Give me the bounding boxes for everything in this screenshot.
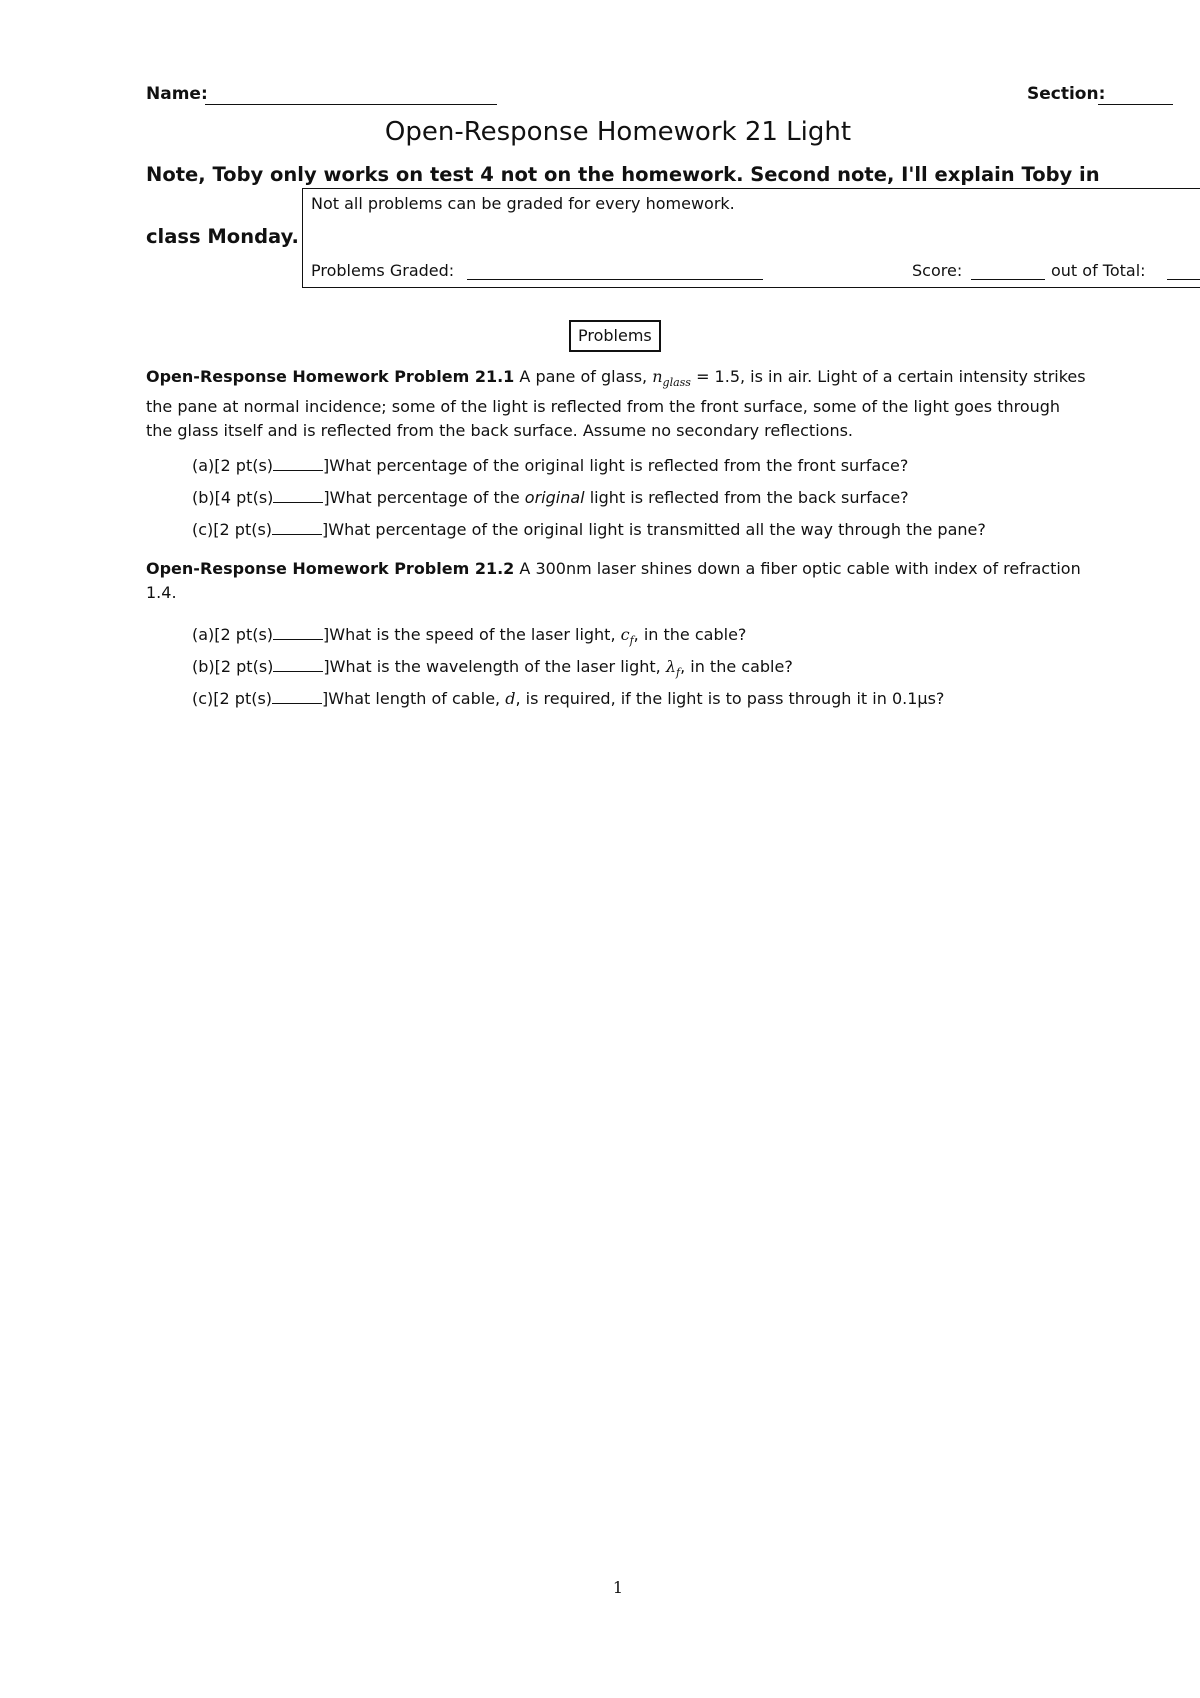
problem-21-1 bbox=[146, 365, 1091, 443]
page-number: 1 bbox=[612, 1578, 624, 1597]
section-blank[interactable] bbox=[1098, 104, 1173, 105]
problem-21-1-text-b: = 1.5, is in air. Light of a certain intensity strikes the pane at normal incidence; some of the light is reflected from the front surface, some of the light goes through the glass itself and is reflected from the back surface. Assume no secondary reflections. bbox=[146, 367, 1086, 441]
problem-21-1-part-c: (c)[2 pt(s) ]What percentage of the original light is transmitted all the way through the pane? bbox=[192, 520, 986, 539]
total-blank[interactable] bbox=[1167, 279, 1200, 280]
n-glass-symbol: $n_{glass}$ bbox=[652, 367, 691, 390]
problem-21-1-title: Open-Response Homework Problem 21.1 bbox=[146, 367, 515, 386]
score-blank[interactable] bbox=[971, 279, 1045, 280]
answer-blank[interactable] bbox=[273, 501, 323, 503]
answer-blank[interactable] bbox=[273, 469, 323, 471]
problem-21-2 bbox=[146, 557, 1091, 605]
problem-21-1-part-b: (b)[4 pt(s) ]What percentage of the original light is reflected from the back surface? bbox=[192, 488, 909, 507]
section-label: Section: bbox=[1027, 84, 1106, 104]
problem-21-1-text-a: A pane of glass, bbox=[519, 367, 648, 386]
page-title: Open-Response Homework 21 Light bbox=[384, 117, 852, 147]
answer-blank[interactable] bbox=[272, 533, 322, 535]
problem-21-2-part-a: (a)[2 pt(s) ]What is the speed of the laser light, $c_f$, in the cable? bbox=[192, 625, 747, 648]
problem-21-2-title: Open-Response Homework Problem 21.2 bbox=[146, 559, 515, 578]
problems-graded-blank[interactable] bbox=[467, 279, 763, 280]
problems-graded-label: Problems Graded: bbox=[311, 261, 455, 280]
note-line-1: Note, Toby only works on test 4 not on the homework. Second note, I'll explain Toby in bbox=[146, 163, 1100, 186]
out-of-total-label: out of Total: bbox=[1051, 261, 1146, 280]
answer-blank[interactable] bbox=[272, 702, 322, 704]
problem-21-2-text: A 300nm laser shines down a fiber optic cable with index of refraction 1.4. bbox=[146, 559, 1081, 602]
grading-box bbox=[302, 188, 1200, 288]
problem-21-1-part-a: (a)[2 pt(s) ]What percentage of the original light is reflected from the front surface? bbox=[192, 456, 909, 475]
score-label: Score: bbox=[912, 261, 963, 280]
problem-21-2-part-b: (b)[2 pt(s) ]What is the wavelength of the laser light, $\lambda_f$, in the cable? bbox=[192, 657, 793, 680]
name-label: Name: bbox=[146, 84, 208, 104]
grading-notice: Not all problems can be graded for every homework. bbox=[311, 194, 735, 213]
answer-blank[interactable] bbox=[273, 670, 323, 672]
problems-heading: Problems bbox=[569, 320, 661, 352]
name-blank[interactable] bbox=[205, 104, 497, 105]
note-line-2: class Monday. bbox=[146, 225, 299, 248]
problem-21-2-part-c: (c)[2 pt(s) ]What length of cable, d, is required, if the light is to pass through it in 0.1μs? bbox=[192, 689, 945, 708]
answer-blank[interactable] bbox=[273, 638, 323, 640]
